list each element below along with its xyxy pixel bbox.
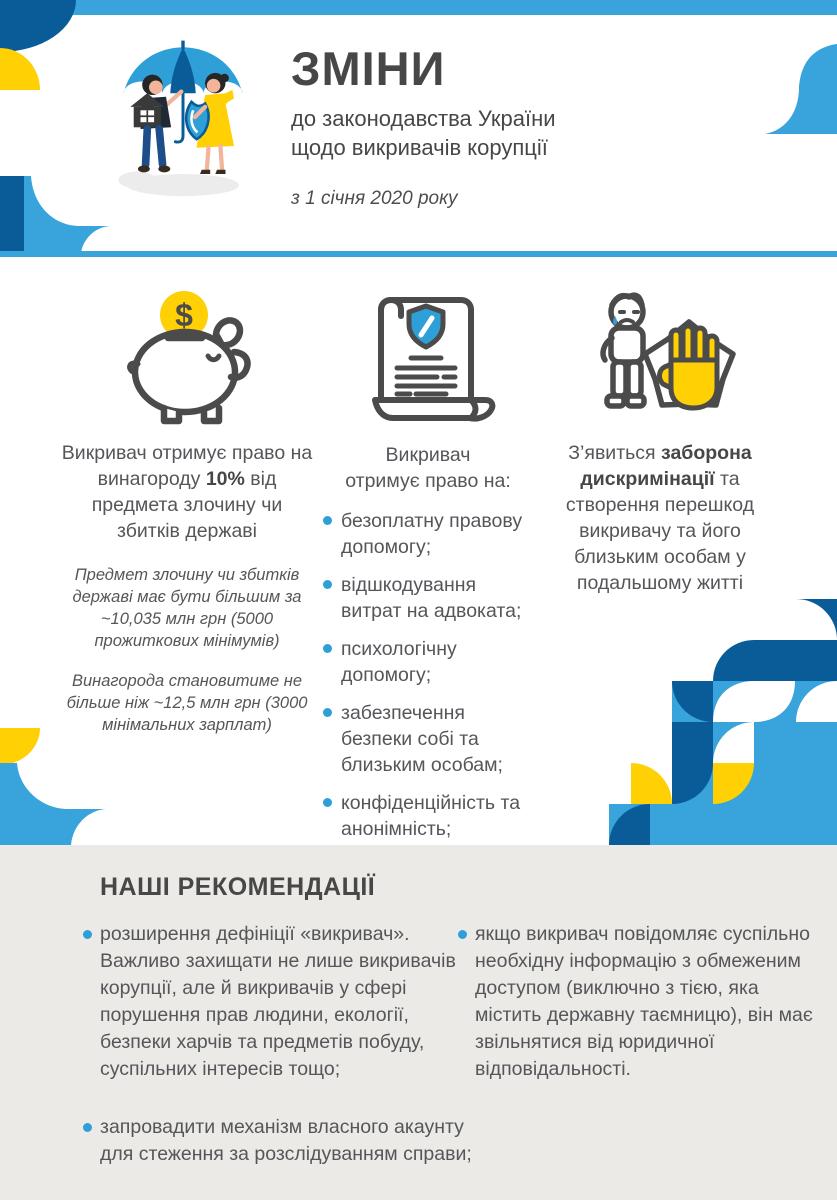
bullet-dot (83, 930, 92, 939)
page-title: ЗМІНИ (291, 42, 446, 95)
column-reward (58, 288, 316, 753)
recommendations-heading: НАШІ РЕКОМЕНДАЦІЇ (100, 873, 376, 901)
bullet-dot (83, 1123, 92, 1132)
scroll-shield-icon (353, 288, 503, 428)
top-blue-strip (0, 0, 837, 15)
bullet-dot (458, 930, 467, 939)
list-item: відшкодування витрат на адвоката; (318, 572, 538, 624)
recommendations-left-column (83, 921, 473, 1168)
list-item: психологічну допомогу; (318, 636, 538, 688)
reward-note-2: Винагорода становитиме не більше ніж ~12,5 млн грн (3000 мінімальних зарплат) (66, 672, 308, 734)
column-discrimination (538, 288, 782, 616)
list-item: конфіденційність та анонімність; (318, 790, 538, 842)
bullet-dot (323, 708, 332, 717)
sad-person-stop-hand-icon (579, 288, 741, 428)
column-rights (318, 288, 538, 918)
list-item: якщо викривач повідомляє суспільно необхідну інформацію з обмеженим доступом (виключно з тією, яка містить державну таємницю), він має звільнятися від юридичної відповідальності. (458, 921, 830, 1083)
subtitle-line2: щодо викривачів корупції (291, 135, 548, 160)
reward-note-1: Предмет злочину чи збитків державі має бути більшим за ~10,035 млн грн (5000 прожиткових мінімумів) (72, 566, 302, 650)
bullet-dot (323, 798, 332, 807)
reward-percent: 10% (205, 468, 245, 490)
header-divider-band (0, 251, 837, 257)
subtitle-line1: до законодавства України (291, 106, 556, 131)
list-item: безоплатну правову допомогу; (318, 508, 538, 560)
reward-text: Викривач отримує право на винагороду 10% від предмета злочину чи збитків державі (61, 442, 313, 542)
list-item: запровадити механізм власного акаунту для стеження за розслідуванням справи; (83, 1114, 473, 1168)
topright-blue-wave (759, 42, 837, 136)
rights-intro-line1: Викривач (385, 444, 471, 466)
corner-darkblue-quarter (0, 0, 76, 52)
recommendations-section (0, 845, 837, 1200)
list-item: розширення дефініції «викривач». Важливо захищати не лише викривачів корупції, але й викривачів у сфері порушення прав людини, екології, безпеки харчів та предметів побуду, суспільних інтересів тощо; (83, 921, 473, 1083)
bullet-dot (323, 516, 332, 525)
bottomleft-blue-wave (0, 763, 106, 845)
piggy-bank-icon (112, 288, 262, 426)
bullet-dot (323, 580, 332, 589)
effective-date: з 1 січня 2020 року (291, 188, 458, 209)
left-darkblue-bar (0, 176, 24, 253)
list-item: забезпечення безпеки собі та близьким особам; (318, 700, 538, 778)
discrimination-bold: заборона дискримінації (580, 442, 752, 490)
right-petal-pattern (609, 599, 837, 845)
discrimination-text: З’явиться заборона дискримінації та створення перешкод викривачу та його близьким особам у подальшому житті (565, 442, 755, 594)
svg-text:$: $ (175, 297, 193, 333)
rights-intro-line2: отримує право на: (345, 470, 511, 492)
recommendations-right-column (458, 921, 830, 1083)
bottomleft-yellow-quarter (0, 728, 40, 765)
umbrella-couple-illustration (98, 28, 268, 213)
corner-yellow-quarter (0, 48, 40, 90)
bullet-dot (323, 644, 332, 653)
